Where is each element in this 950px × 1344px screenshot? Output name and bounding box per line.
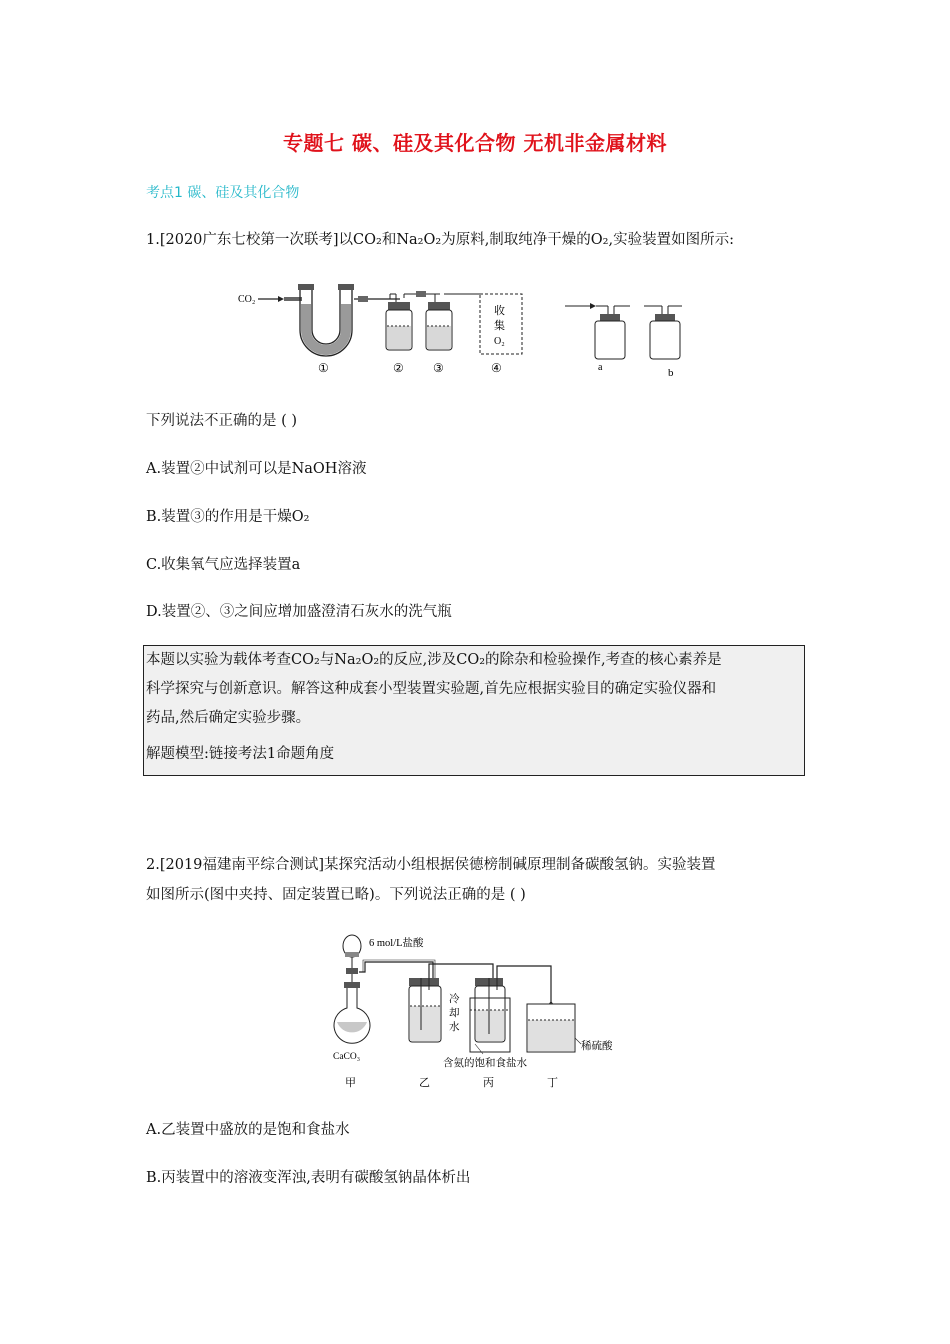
apparatus-label-jia: 甲 [345,1077,356,1089]
q1-prompt: 下列说法不正确的是 ( ) [146,413,298,429]
collect-label-3: O₂ [494,336,505,347]
collect-label-2: 集 [494,320,505,332]
apparatus-label-bing: 丙 [483,1077,494,1089]
acid-label: 6 mol/L盐酸 [369,938,424,949]
q1-option-d: D.装置②、③之间应增加盛澄清石灰水的洗气瓶 [146,604,452,620]
q1-apparatus-figure [230,280,710,380]
q1-option-b: B.装置③的作用是干燥O₂ [146,509,310,525]
caco3-label: CaCO₃ [333,1052,361,1062]
q1-option-a: A.装置②中试剂可以是NaOH溶液 [146,461,367,477]
page-title: 专题七 碳、硅及其化合物 无机非金属材料 [283,131,667,155]
apparatus-ding [527,1004,575,1052]
section-heading: 考点1 碳、硅及其化合物 [146,185,300,201]
dilute-acid-label: 稀硫酸 [581,1041,613,1052]
q2-option-b: B.丙装置中的溶液变浑浊,表明有碳酸氢钠晶体析出 [146,1170,471,1186]
station-label-4: ④ [491,361,502,375]
brine-label: 含氨的饱和食盐水 [443,1058,527,1069]
collect-label-1: 收 [494,305,505,317]
u-tube [298,284,354,356]
q2-stem-line-2: 如图所示(图中夹持、固定装置已略)。下列说法正确的是 ( ) [146,887,526,903]
apparatus-bing [470,978,510,1052]
bottle-b [644,306,682,359]
note-model: 解题模型:链接考法1命题角度 [146,746,335,762]
cold-water-1: 冷 [449,994,460,1005]
station-label-2: ② [393,361,404,375]
cold-water-2: 却 [449,1008,460,1019]
bottle-a [595,306,630,359]
apparatus-label-ding: 丁 [547,1077,558,1089]
apparatus-label-yi: 乙 [419,1077,430,1089]
apparatus-yi [409,978,441,1042]
q1-stem: 1.[2020广东七校第一次联考]以CO₂和Na₂O₂为原料,制取纯净干燥的O₂,实验装置如图所示: [146,232,734,248]
apparatus-jia [334,935,370,1043]
q1-option-c: C.收集氧气应选择装置a [146,557,301,573]
bottle-a-label: a [598,362,603,373]
station-label-3: ③ [433,361,444,375]
analysis-note-box [143,645,805,776]
note-line: 药品,然后确定实验步骤。 [146,710,311,726]
note-line: 科学探究与创新意识。解答这种成套小型装置实验题,首先应根据实验目的确定实验仪器和 [146,681,717,697]
bottle-b-label: b [668,367,674,379]
co2-label: CO₂ [238,294,256,305]
station-label-1: ① [318,361,329,375]
q2-stem-line-1: 2.[2019福建南平综合测试]某探究活动小组根据侯德榜制碱原理制备碳酸氢钠。实验装置 [146,857,716,873]
wash-bottle-3 [426,294,480,350]
cold-water-3: 水 [449,1022,460,1033]
q2-apparatus-figure [325,926,635,1092]
q2-option-a: A.乙装置中盛放的是饱和食盐水 [146,1122,350,1138]
note-line: 本题以实验为载体考查CO₂与Na₂O₂的反应,涉及CO₂的除杂和检验操作,考查的核心素养是 [146,652,722,668]
